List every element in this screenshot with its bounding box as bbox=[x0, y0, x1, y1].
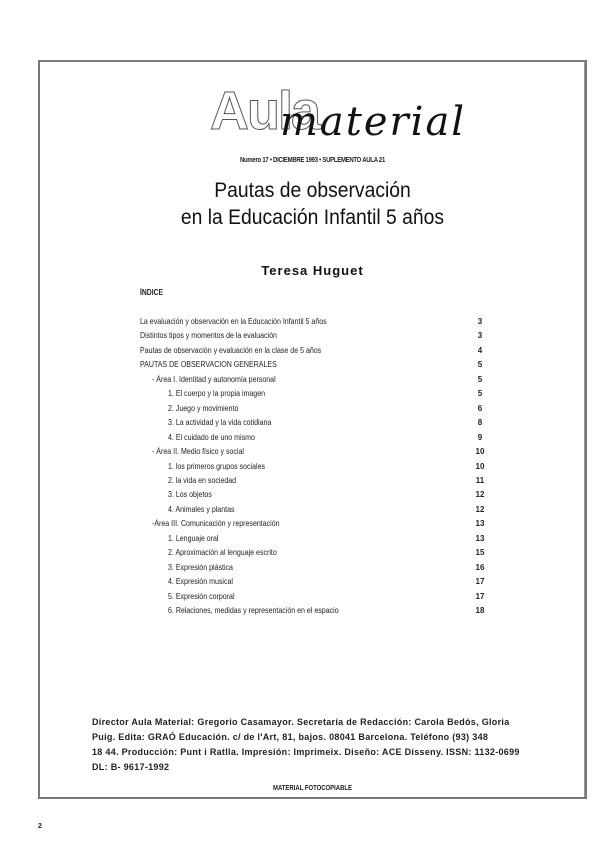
toc-entry-page: 10 bbox=[475, 461, 485, 471]
title-line-1: Pautas de observación bbox=[214, 179, 411, 202]
toc-entry-label: 1. Lenguaje oral bbox=[168, 533, 219, 543]
toc-entry-label: 2. Juego y movimiento bbox=[168, 403, 239, 413]
toc-entry-page: 3 bbox=[477, 331, 483, 341]
toc-entry bbox=[40, 389, 585, 403]
toc-entry-page: 9 bbox=[477, 432, 483, 442]
issue-line: Numero 17 • DICIEMBRE 1993 • SUPLEMENTO AULA 21 bbox=[239, 157, 386, 164]
toc-entry bbox=[40, 375, 585, 389]
toc-entry-page: 5 bbox=[477, 374, 483, 384]
toc-entry-label: 5. Expresión corporal bbox=[168, 591, 235, 601]
toc-entry-label: La evaluación y observación en la Educación Infantil 5 años bbox=[140, 317, 327, 326]
credits-block bbox=[92, 715, 572, 775]
toc-entry bbox=[40, 462, 585, 476]
index-heading: ÍNDICE bbox=[140, 288, 164, 297]
toc-entry bbox=[40, 418, 585, 432]
toc-entry-page: 10 bbox=[475, 447, 485, 457]
toc-entry-label: 3. La actividad y la vida cotidiana bbox=[168, 418, 272, 428]
document-title bbox=[62, 177, 563, 231]
toc-entry bbox=[40, 447, 585, 461]
toc-entry-label: -Área III. Comunicación y representación bbox=[152, 519, 280, 529]
toc-entry-label: 3. Los objetos bbox=[168, 490, 212, 500]
toc-entry-label: 4. Animales y plantas bbox=[168, 504, 235, 514]
toc-entry-page: 17 bbox=[475, 591, 485, 601]
credits-line: 18 44. Producción: Punt i Ratlla. Impresión: Imprimeix. Diseño: ACE Disseny. ISSN: 1132-0699 bbox=[92, 747, 520, 757]
toc-entry bbox=[40, 563, 585, 577]
credits-line: DL: B- 9617-1992 bbox=[92, 762, 170, 772]
toc-entry bbox=[40, 577, 585, 591]
toc-entry bbox=[40, 476, 585, 490]
toc-entry-label: 4. Expresión musical bbox=[168, 577, 233, 587]
page-number: 2 bbox=[38, 823, 42, 830]
toc-entry-label: Pautas de observación y evaluación en la clase de 5 años bbox=[140, 345, 322, 355]
toc-entry bbox=[40, 534, 585, 548]
toc-entry-page: 13 bbox=[475, 533, 485, 543]
toc-entry-page: 15 bbox=[475, 548, 485, 558]
toc-entry-page: 12 bbox=[475, 504, 485, 514]
toc-entry-label: - Área I. Identitad y autonomía personal bbox=[152, 374, 276, 384]
toc-entry-page: 13 bbox=[475, 519, 485, 529]
toc-entry-label: 3. Expresión plástica bbox=[168, 562, 233, 572]
toc-entry-page: 16 bbox=[475, 562, 485, 572]
toc-entry-page: 18 bbox=[475, 606, 485, 615]
toc-entry-page: 12 bbox=[475, 490, 485, 500]
toc-entry bbox=[40, 490, 585, 504]
toc-entry-label: Distintos tipos y momentos de la evaluación bbox=[140, 331, 277, 341]
aula-material-logo bbox=[40, 81, 585, 148]
toc-entry bbox=[40, 331, 585, 345]
toc-entry-label: 1. El cuerpo y la propia imagen bbox=[168, 389, 266, 399]
toc-entry-label: 2. la vida en sociedad bbox=[168, 475, 237, 485]
logo-material-text: material bbox=[280, 99, 467, 145]
author-name: Teresa Huguet bbox=[261, 263, 364, 278]
toc-entry-page: 4 bbox=[477, 345, 483, 355]
toc-entry bbox=[40, 404, 585, 418]
toc-entry bbox=[40, 592, 585, 606]
toc-entry-page: 8 bbox=[477, 418, 483, 428]
fotocopiable-notice: MATERIAL FOTOCOPIABLE bbox=[272, 785, 352, 792]
toc-entry bbox=[40, 548, 585, 562]
toc-entry-label: 2. Aproximación al lenguaje escrito bbox=[168, 548, 277, 558]
toc-entry bbox=[40, 317, 585, 331]
toc-entry-page: 11 bbox=[475, 475, 485, 485]
logo-aula-text: Aula bbox=[210, 81, 320, 141]
toc-entry bbox=[40, 519, 585, 533]
toc-entry-page: 6 bbox=[477, 403, 483, 413]
toc-entry bbox=[40, 346, 585, 360]
toc-entry-label: 1. los primeros grupos sociales bbox=[168, 461, 266, 471]
toc-entry-label: 4. El cuidado de uno mismo bbox=[168, 432, 255, 442]
credits-line: Director Aula Material: Gregorio Casamayor. Secretaría de Redacción: Carola Bedós, Gloria bbox=[92, 717, 510, 727]
toc-entry bbox=[40, 505, 585, 519]
toc-entry-page: 3 bbox=[477, 317, 483, 326]
toc-entry-label: PAUTAS DE OBSERVACION GENERALES bbox=[140, 360, 277, 370]
title-line-2: en la Educación Infantil 5 años bbox=[180, 206, 445, 229]
page-frame bbox=[38, 60, 587, 799]
credits-line: Puig. Edita: GRAÓ Educación. c/ de l'Art, 81, bajos. 08041 Barcelona. Teléfono (93) 348 bbox=[92, 732, 489, 742]
toc-entry-label: - Área II. Medio físico y social bbox=[152, 447, 244, 457]
toc-entry-label: 6. Relaciones, medidas y representación en el espacio bbox=[168, 606, 339, 615]
toc-entry bbox=[40, 360, 585, 374]
toc-entry bbox=[40, 433, 585, 447]
toc-entry-page: 17 bbox=[475, 577, 485, 587]
toc-entry-page: 5 bbox=[477, 360, 483, 370]
toc-entry bbox=[40, 606, 585, 620]
toc-entry-page: 5 bbox=[477, 389, 483, 399]
